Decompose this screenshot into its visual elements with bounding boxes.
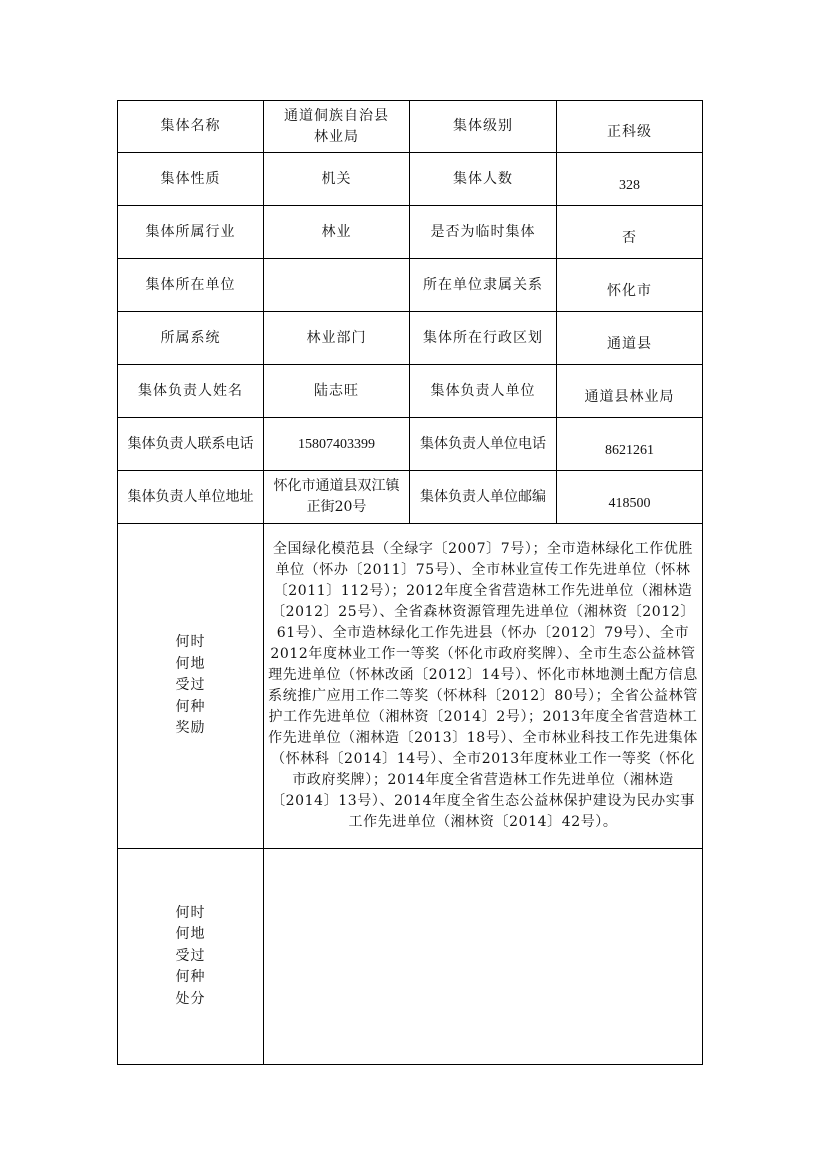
field-value: 怀化市 bbox=[557, 259, 703, 312]
field-label: 所在单位隶属关系 bbox=[410, 259, 557, 312]
field-value: 怀化市通道县双江镇 正街20号 bbox=[264, 471, 410, 524]
field-label: 集体负责人单位 bbox=[410, 365, 557, 418]
field-label: 集体所属行业 bbox=[118, 206, 264, 259]
field-label: 集体负责人单位邮编 bbox=[410, 471, 557, 524]
field-value: 8621261 bbox=[557, 418, 703, 471]
field-label: 是否为临时集体 bbox=[410, 206, 557, 259]
form-row bbox=[118, 101, 703, 153]
field-label: 所属系统 bbox=[118, 312, 264, 365]
field-value: 否 bbox=[557, 206, 703, 259]
penalties-text bbox=[264, 849, 703, 1065]
field-label: 集体性质 bbox=[118, 153, 264, 206]
form-row bbox=[118, 206, 703, 259]
field-value: 林业 bbox=[264, 206, 410, 259]
field-value: 林业部门 bbox=[264, 312, 410, 365]
field-value: 328 bbox=[557, 153, 703, 206]
field-label: 集体所在单位 bbox=[118, 259, 264, 312]
awards-row bbox=[118, 524, 703, 849]
field-value: 机关 bbox=[264, 153, 410, 206]
field-value: 通道侗族自治县 林业局 bbox=[264, 101, 410, 153]
field-value bbox=[264, 259, 410, 312]
field-label: 集体名称 bbox=[118, 101, 264, 153]
field-label: 集体负责人联系电话 bbox=[118, 418, 264, 471]
field-label: 集体负责人单位地址 bbox=[118, 471, 264, 524]
form-row bbox=[118, 471, 703, 524]
form-row bbox=[118, 365, 703, 418]
form-row bbox=[118, 418, 703, 471]
field-value: 正科级 bbox=[557, 101, 703, 153]
field-label: 集体负责人单位电话 bbox=[410, 418, 557, 471]
field-label: 集体级别 bbox=[410, 101, 557, 153]
field-label: 集体所在行政区划 bbox=[410, 312, 557, 365]
field-value: 418500 bbox=[557, 471, 703, 524]
field-value: 通道县 bbox=[557, 312, 703, 365]
collective-info-form bbox=[117, 100, 703, 1065]
awards-text: 全国绿化模范县（全绿字〔2007〕7号）；全市造林绿化工作优胜单位（怀办〔2011〕75号）、全市林业宣传工作先进单位（怀林〔2011〕112号）；2012年度全省营造林工作先进单位（湘林造〔2012〕25号）、全省森林资源管理先进单位（湘林资〔2012〕61号）、全市造林绿化工作先进县（怀办〔2012〕79号）、全市2012年度林业工作一等奖（怀化市政府奖牌）、全市生态公益林管理先进单位（怀林改函〔2012〕14号）、怀化市林地测土配方信息系统推广应用工作二等奖（怀林科〔2012〕80号）；全省公益林管护工作先进单位（湘林资〔2014〕2号）；2013年度全省营造林工作先进单位（湘林造〔2013〕18号）、全市林业科技工作先进集体（怀林科〔2014〕14号）、全市2013年度林业工作一等奖（怀化市政府奖牌）；2014年度全省营造林工作先进单位（湘林造〔2014〕13号）、2014年度全省生态公益林保护建设为民办实事工作先进单位（湘林资〔2014〕42号）。 bbox=[264, 524, 703, 849]
form-row bbox=[118, 312, 703, 365]
awards-label: 何时 何地 受过 何种 奖励 bbox=[118, 524, 264, 849]
field-label: 集体人数 bbox=[410, 153, 557, 206]
form-row bbox=[118, 153, 703, 206]
field-label: 集体负责人姓名 bbox=[118, 365, 264, 418]
penalties-label: 何时 何地 受过 何种 处分 bbox=[118, 849, 264, 1065]
field-value: 15807403399 bbox=[264, 418, 410, 471]
form-row bbox=[118, 259, 703, 312]
field-value: 通道县林业局 bbox=[557, 365, 703, 418]
field-value: 陆志旺 bbox=[264, 365, 410, 418]
penalties-row bbox=[118, 849, 703, 1065]
